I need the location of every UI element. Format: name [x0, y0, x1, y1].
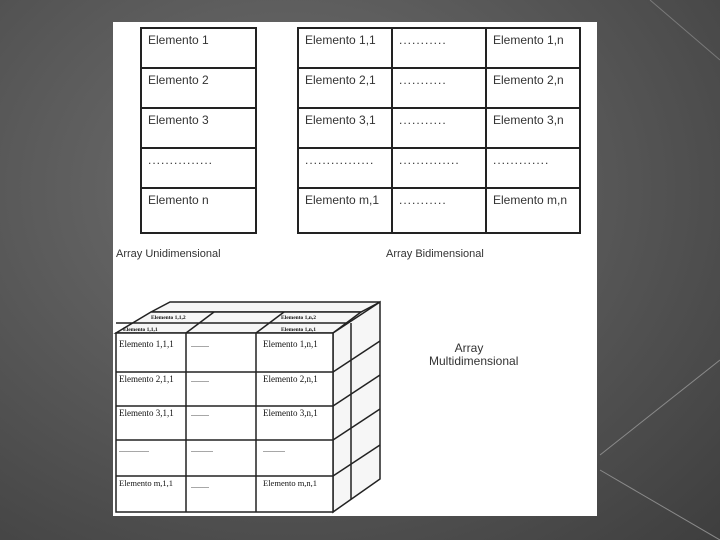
cube-top-front-label: Elemento 1,n,1 — [281, 327, 316, 333]
array-2d-cell: ................ — [298, 148, 392, 188]
slide-content — [113, 22, 597, 516]
array-3d-cell: Elemento 1,1,1 — [119, 339, 174, 349]
array-3d-cell: Elemento m,n,1 — [263, 478, 318, 488]
array-2d-cell: Elemento 3,1 — [298, 108, 392, 148]
array-3d-cell: Elemento m,1,1 — [119, 478, 174, 488]
array-2d-caption: Array Bidimensional — [386, 248, 484, 260]
array-2d-cell: ............. — [486, 148, 580, 188]
array-3d-cell: ......... — [191, 481, 209, 490]
array-3d-cell: ......... — [191, 340, 209, 349]
array-2d-cell: ........... — [392, 108, 486, 148]
array-3d-cell: Elemento 1,n,1 — [263, 339, 318, 349]
array-3d-cell: ......... — [191, 375, 209, 384]
array-3d-cell: Elemento 2,1,1 — [119, 374, 174, 384]
array-2d-cell: Elemento m,n — [486, 188, 580, 233]
array-2d-cell: .............. — [392, 148, 486, 188]
array-3d-cell: Elemento 2,n,1 — [263, 374, 318, 384]
cube-top-back-label: Elemento 1,1,2 — [151, 315, 186, 321]
array-3d-cell: ........... — [263, 445, 285, 454]
array-1d-cell: Elemento 1 — [141, 28, 256, 68]
array-2d-cell: Elemento 3,n — [486, 108, 580, 148]
array-1d-cell: Elemento n — [141, 188, 256, 233]
array-2d-cell: Elemento 2,n — [486, 68, 580, 108]
array-2d-cell: ........... — [392, 188, 486, 233]
multidimensional-array-cube — [113, 22, 597, 516]
cube-top-back-label: Elemento 1,n,2 — [281, 315, 316, 321]
array-3d-cell: ........... — [191, 445, 213, 454]
array-2d-cell: Elemento 1,n — [486, 28, 580, 68]
array-1d-caption: Array Unidimensional — [116, 248, 221, 260]
array-1d-cell: Elemento 2 — [141, 68, 256, 108]
array-2d-cell: Elemento 1,1 — [298, 28, 392, 68]
array-2d-cell: Elemento m,1 — [298, 188, 392, 233]
cube-top-front-label: Elemento 1,1,1 — [123, 327, 158, 333]
array-1d-cell: Elemento 3 — [141, 108, 256, 148]
array-3d-cell: ............... — [119, 445, 149, 454]
array-3d-caption: Array Multidimensional — [429, 341, 519, 368]
array-1d-cell: ............... — [141, 148, 256, 188]
array-2d-cell: ........... — [392, 28, 486, 68]
array-3d-cell: ......... — [191, 409, 209, 418]
array-2d-cell: Elemento 2,1 — [298, 68, 392, 108]
array-2d-cell: ........... — [392, 68, 486, 108]
array-3d-cell: Elemento 3,1,1 — [119, 408, 174, 418]
array-3d-cell: Elemento 3,n,1 — [263, 408, 318, 418]
